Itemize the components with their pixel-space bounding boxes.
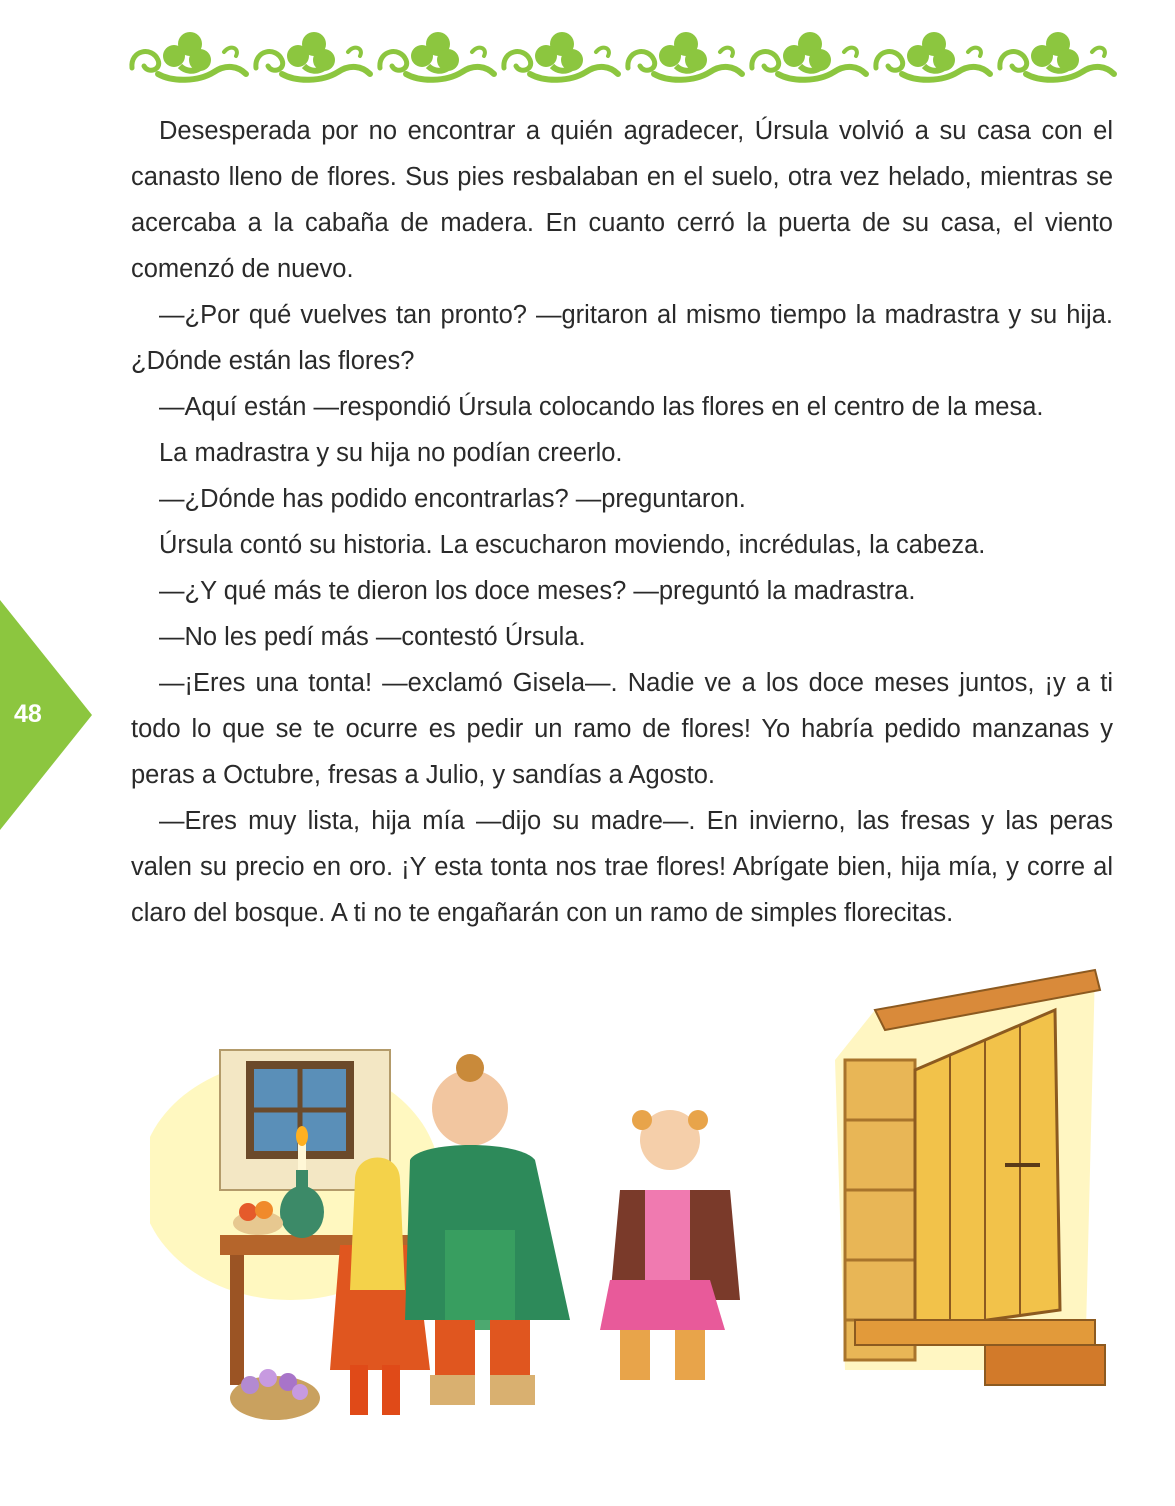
page-number: 48: [14, 700, 42, 728]
story-paragraph: —Eres muy lista, hija mía —dijo su madre—. En invierno, las fresas y las peras valen su precio en oro. ¡Y esta tonta nos trae flores! Abrígate bien, hija mía, y corre al claro del bosque. A ti no te engañarán con un ramo de simples florecitas.: [131, 807, 1113, 927]
story-text: [131, 108, 1113, 936]
story-paragraph: —¡Eres una tonta! —exclamó Gisela—. Nadie ve a los doce meses juntos, ¡y a ti todo lo que se te ocurre es pedir un ramo de flores! Yo habría pedido manzanas y peras a Octubre, fresas a Julio, y sandías a Agosto.: [131, 669, 1113, 789]
vine-ornament-border: [128, 22, 1118, 94]
wooden-door-illustration: [815, 950, 1115, 1390]
story-paragraph: —No les pedí más —contestó Úrsula.: [159, 623, 586, 651]
gisela-character: [600, 1110, 740, 1380]
story-paragraph: Desesperada por no encontrar a quién agradecer, Úrsula volvió a su casa con el canasto lleno de flores. Sus pies resbalaban en el suelo, otra vez helado, mientras se acercaba a la cabaña de madera. En cuanto cerró la puerta de su casa, el viento comenzó de nuevo.: [131, 117, 1113, 283]
story-paragraph: —¿Por qué vuelves tan pronto? —gritaron al mismo tiempo la madrastra y su hija. ¿Dónde están las flores?: [131, 301, 1113, 375]
stepmother-character: [405, 1054, 570, 1405]
story-paragraph: —¿Dónde has podido encontrarlas? —preguntaron.: [159, 485, 746, 513]
story-paragraph: La madrastra y su hija no podían creerlo.: [159, 439, 623, 467]
story-paragraph: Úrsula contó su historia. La escucharon moviendo, incrédulas, la cabeza.: [159, 531, 986, 559]
story-paragraph: —Aquí están —respondió Úrsula colocando las flores en el centro de la mesa.: [159, 393, 1044, 421]
story-paragraph: —¿Y qué más te dieron los doce meses? —preguntó la madrastra.: [159, 577, 916, 605]
interior-scene-illustration: [150, 1030, 770, 1430]
stone-doorframe: [845, 1060, 915, 1360]
